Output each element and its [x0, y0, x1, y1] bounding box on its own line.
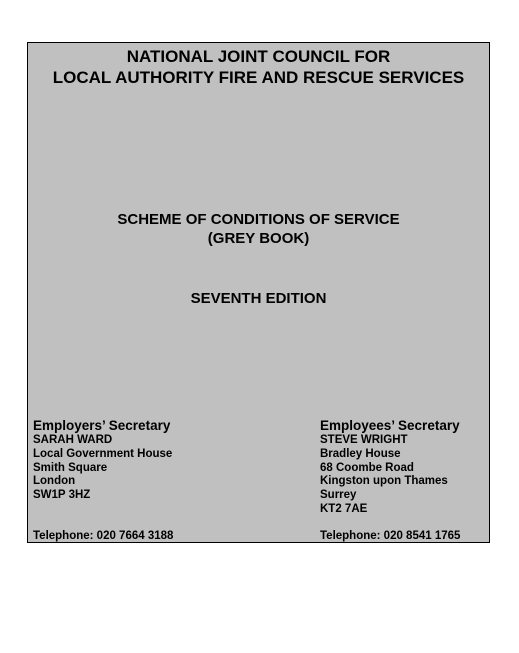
cover-panel — [27, 42, 490, 543]
scheme-title-line-2: (GREY BOOK) — [207, 230, 310, 247]
employers-secretary-name: SARAH WARD — [33, 434, 113, 446]
employees-secretary-name: STEVE WRIGHT — [320, 434, 408, 446]
employers-address-line: Local Government House — [33, 447, 173, 460]
council-title — [28, 46, 489, 88]
employers-secretary-block — [33, 418, 253, 503]
employees-secretary-block — [320, 418, 490, 517]
employees-address-line: Surrey — [320, 489, 357, 502]
employers-address-line: SW1P 3HZ — [33, 489, 91, 502]
employers-telephone: Telephone: 020 7664 3188 — [33, 530, 174, 542]
employees-secretary-heading: Employees’ Secretary — [320, 418, 460, 433]
employees-address-line: Bradley House — [320, 447, 401, 460]
employees-address-line: 68 Coombe Road — [320, 461, 414, 474]
edition-label: SEVENTH EDITION — [190, 290, 327, 307]
employers-secretary-heading: Employers’ Secretary — [33, 418, 171, 433]
employees-address-line: KT2 7AE — [320, 502, 368, 515]
council-title-line-1: NATIONAL JOINT COUNCIL FOR — [126, 47, 391, 66]
employees-telephone: Telephone: 020 8541 1765 — [320, 530, 461, 542]
scheme-title-line-1: SCHEME OF CONDITIONS OF SERVICE — [117, 211, 400, 228]
scheme-title — [28, 210, 489, 248]
council-title-line-2: LOCAL AUTHORITY FIRE AND RESCUE SERVICES — [52, 68, 465, 87]
employers-address-line: Smith Square — [33, 461, 108, 474]
employers-address-line: London — [33, 475, 76, 488]
employees-address-line: Kingston upon Thames — [320, 475, 448, 488]
